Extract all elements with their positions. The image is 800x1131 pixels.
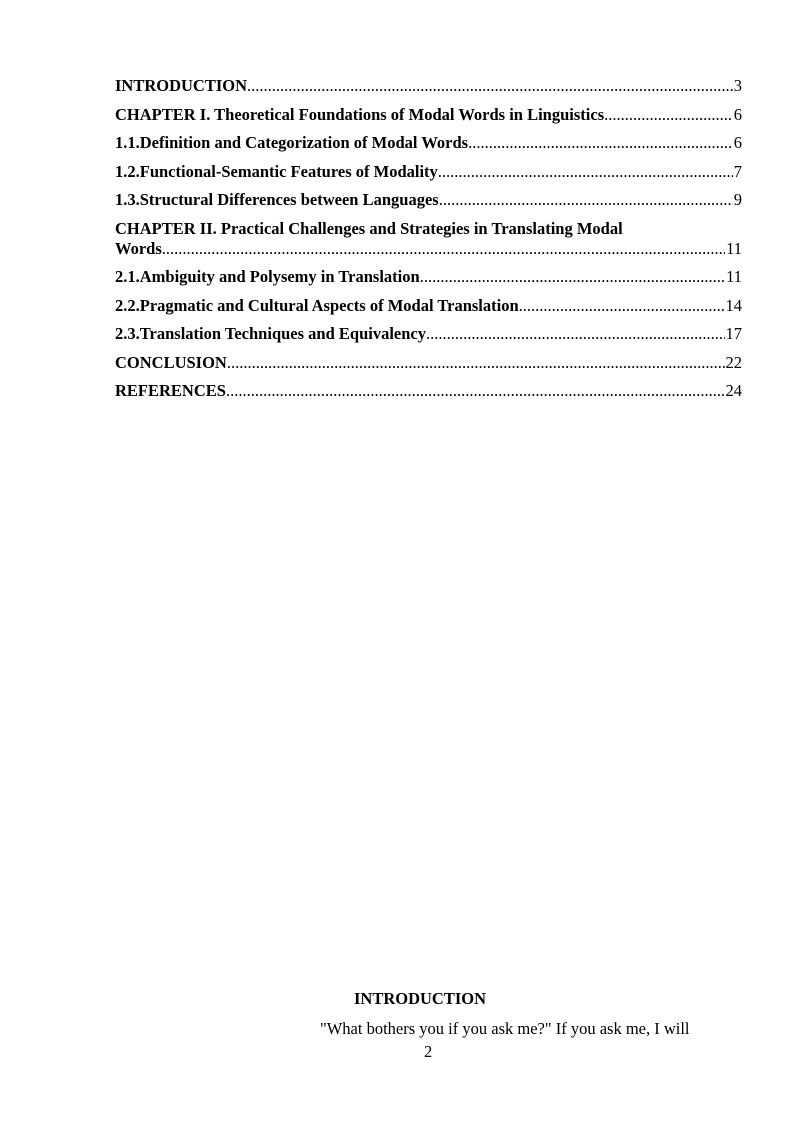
toc-dot-leader xyxy=(468,133,733,153)
toc-entry-page: 11 xyxy=(726,238,742,258)
toc-dot-leader xyxy=(438,162,733,182)
toc-entry-title: Words xyxy=(115,238,162,258)
table-of-contents xyxy=(115,76,742,410)
body-text-line: "What bothers you if you ask me?" If you ask me, I will xyxy=(320,1019,690,1038)
toc-dot-leader xyxy=(247,76,733,96)
toc-entry-page: 14 xyxy=(725,295,742,315)
toc-entry-1-1[interactable] xyxy=(115,133,742,153)
toc-dot-leader xyxy=(227,353,725,373)
page-number: 2 xyxy=(424,1042,433,1061)
toc-dot-leader xyxy=(162,239,725,259)
toc-entry-2-1[interactable] xyxy=(115,267,742,287)
toc-dot-leader xyxy=(519,296,725,316)
toc-entry-1-3[interactable] xyxy=(115,190,742,210)
toc-entry-title: 2.1.Ambiguity and Polysemy in Translation xyxy=(115,267,420,286)
toc-entry-2-2[interactable] xyxy=(115,296,742,316)
toc-entry-title: 1.2.Functional-Semantic Features of Modality xyxy=(115,161,438,181)
toc-entry-page: 11 xyxy=(726,267,742,286)
toc-entry-title: INTRODUCTION xyxy=(115,76,248,95)
toc-entry-2-3[interactable] xyxy=(115,324,742,344)
toc-dot-leader xyxy=(439,190,733,210)
section-heading-introduction: INTRODUCTION xyxy=(354,989,487,1008)
toc-entry-title: 1.3.Structural Differences between Languages xyxy=(115,190,439,209)
toc-entry-page: 7 xyxy=(733,161,742,181)
toc-entry-page: 6 xyxy=(733,133,742,152)
toc-entry-introduction[interactable] xyxy=(115,76,742,96)
toc-entry-chapter-2[interactable] xyxy=(115,219,742,259)
toc-entry-title: REFERENCES xyxy=(115,381,226,400)
toc-entry-page: 6 xyxy=(733,104,742,124)
toc-entry-title: 1.1.Definition and Categorization of Modal Words xyxy=(115,133,469,152)
toc-entry-page: 9 xyxy=(733,190,742,209)
toc-entry-references[interactable] xyxy=(115,381,742,401)
toc-entry-title-line1: CHAPTER II. Practical Challenges and Strategies in Translating Modal xyxy=(115,218,623,238)
toc-dot-leader xyxy=(226,381,725,401)
toc-entry-page: 24 xyxy=(725,381,742,400)
toc-entry-title: 2.2.Pragmatic and Cultural Aspects of Modal Translation xyxy=(115,295,519,315)
toc-entry-chapter-1[interactable] xyxy=(115,105,742,125)
toc-dot-leader xyxy=(426,324,725,344)
toc-entry-conclusion[interactable] xyxy=(115,353,742,373)
toc-entry-title: CHAPTER I. Theoretical Foundations of Modal Words in Linguistics xyxy=(115,104,605,124)
toc-dot-leader xyxy=(604,105,733,125)
toc-entry-title: CONCLUSION xyxy=(115,352,227,372)
toc-entry-page: 3 xyxy=(733,76,742,95)
toc-entry-1-2[interactable] xyxy=(115,162,742,182)
toc-entry-title: 2.3.Translation Techniques and Equivalency xyxy=(115,324,426,343)
toc-dot-leader xyxy=(420,267,725,287)
toc-entry-page: 22 xyxy=(725,352,742,372)
toc-entry-page: 17 xyxy=(725,324,742,343)
